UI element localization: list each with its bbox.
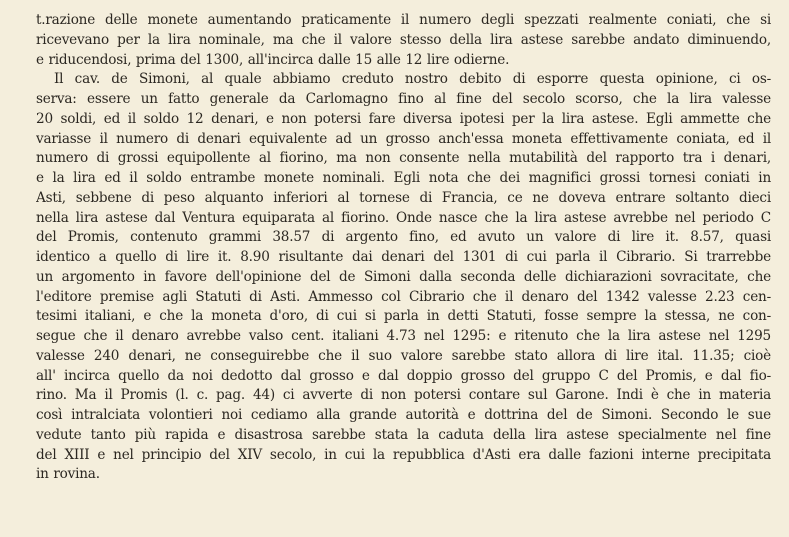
text-line: serva: essere un fatto generale da Carlomagno fino al fine del secolo scorso, che la lira valesse	[36, 91, 771, 107]
text-line: segue che il denaro avrebbe valso cent. italiani 4.73 nel 1295: e ritenuto che la lira astese nel 1295	[36, 328, 771, 344]
paragraph-start-line: Il cav. de Simoni, al quale abbiamo creduto nostro debito di esporre questa opinione, ci os-	[54, 71, 771, 88]
text-line: del XIII e nel principio del XIV secolo, in cui la repubblica d'Asti era dalle fazioni interne precipitata	[36, 446, 771, 463]
text-line: valesse 240 denari, ne conseguirebbe che il suo valore sarebbe stato allora di lire ital. 11.35; cioè	[36, 347, 771, 364]
text-line: rino. Ma il Promis (l. c. pag. 44) ci avverte di non potersi contare sul Garone. Indi è che in materia	[36, 387, 771, 404]
text-line: identico a quello di lire it. 8.90 risultante dai denari del 1301 di cui parla il Cibrario. Si trarrebbe	[36, 249, 771, 265]
text-line: in rovina.	[36, 466, 100, 483]
text-line: tesimi italiani, e che la moneta d'oro, di cui si parla in detti Statuti, fosse sempre la stessa, ne con-	[36, 308, 771, 325]
text-line: e riducendosi, prima del 1300, all'incirca dalle 15 alle 12 lire odierne.	[36, 51, 510, 68]
text-line: numero di grossi equipollente al fiorino, ma non consente nella mutabilità del rapporto tra i denari,	[36, 150, 771, 167]
text-line: variasse il numero di denari equivalente ad un grosso anch'essa moneta effettivamente coniata, ed il	[36, 130, 771, 147]
text-line: e la lira ed il soldo entrambe monete nominali. Egli nota che dei magnifici grossi tornesi coniati in	[36, 170, 771, 186]
text-line: del Promis, contenuto grammi 38.57 di argento fino, ed avuto un valore di lire it. 8.57, quasi	[36, 229, 771, 246]
text-line: ricevevano per la lira nominale, ma che il valore stesso della lira astese sarebbe andato diminuendo,	[36, 31, 771, 48]
text-line: così intralciata volontieri noi cediamo alla grande autorità e dottrina del de Simoni. Secondo le sue	[36, 407, 771, 423]
text-line: vedute tanto più rapida e disastrosa sarebbe stata la caduta della lira astese specialmente nel fine	[36, 426, 771, 443]
text-line: all' incirca quello da noi dedotto dal grosso e dal doppio grosso del gruppo C del Promis, e dal fio-	[36, 367, 771, 384]
text-line: 20 soldi, ed il soldo 12 denari, e non potersi fare diversa ipotesi per la lira astese. Egli ammette che	[36, 110, 771, 127]
text-line: un argomento in favore dell'opinione del de Simoni dalla seconda delle dichiarazioni sovracitate, che	[36, 268, 771, 285]
text-line: nella lira astese dal Ventura equiparata al fiorino. Onde nasce che la lira astese avrebbe nel periodo C	[36, 209, 771, 226]
text-line: l'editore premise agli Statuti di Asti. Ammesso col Cibrario che il denaro del 1342 valesse 2.23 cen-	[36, 288, 771, 305]
text-line: Asti, sebbene di peso alquanto inferiori al tornese di Francia, ce ne doveva entrare soltanto dieci	[36, 189, 771, 206]
text-line: t.razione delle monete aumentando praticamente il numero degli spezzati realmente coniati, che si	[36, 12, 771, 28]
